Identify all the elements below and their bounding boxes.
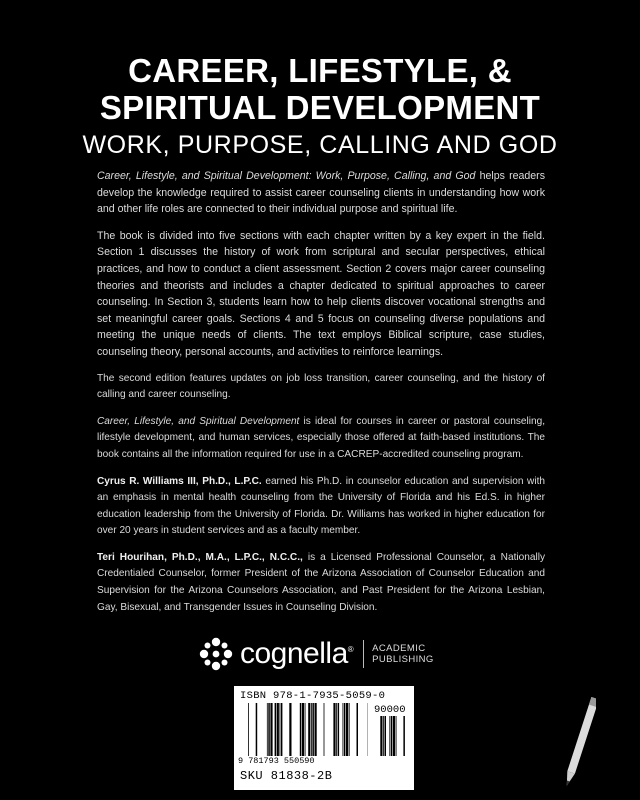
audience-title-italic: Career, Lifestyle, and Spiritual Development — [97, 415, 300, 427]
author-bio-hourihan — [97, 550, 545, 616]
book-title-line-2: SPIRITUAL DEVELOPMENT — [99, 89, 541, 126]
isbn-text: ISBN 978-1-7935-5059-0 — [240, 690, 386, 702]
author-name-williams: Cyrus R. Williams III, Ph.D., L.P.C. — [97, 475, 262, 487]
audience-paragraph — [97, 414, 545, 464]
barcode-addon — [374, 716, 410, 756]
publisher-name: cognella® — [240, 637, 354, 670]
cognella-mark-icon — [198, 636, 234, 672]
publisher-logo — [198, 634, 458, 674]
title-block — [0, 52, 640, 162]
sku-text: SKU 81838-2B — [240, 769, 333, 783]
barcode-box — [234, 686, 414, 790]
intro-title-italic: Career, Lifestyle, and Spiritual Development: Work, Purpose, Calling, and God — [97, 170, 476, 182]
publisher-imprint: ACADEMIC PUBLISHING — [372, 643, 434, 665]
author-text-williams: earned his Ph.D. in counselor education and supervision with an emphasis in mental health counseling from the University of Florida and his Ed.S. in higher education leadership from the University of Florida. Dr. Williams has worked in higher education for over 20 years in student services and as a faculty member. — [97, 475, 546, 537]
author-bio-williams — [97, 474, 545, 540]
pencil-icon — [566, 688, 596, 796]
book-title-line-1: CAREER, LIFESTYLE, & — [128, 52, 512, 89]
logo-divider — [363, 640, 364, 668]
barcode-digits: 9 781793 550590 — [238, 756, 315, 766]
description-text — [97, 168, 545, 626]
author-text-hourihan: is a Licensed Professional Counselor, a Nationally Credentialed Counselor, former President of the Arizona Association of Counselor Education and Supervision for the Arizona Counselors Association, and Past President for the Arizona Lesbian, Gay, Bisexual, and Transgender Issues in Counseling Division. — [97, 551, 545, 613]
book-subtitle: WORK, PURPOSE, CALLING AND GOD — [82, 131, 558, 159]
edition-paragraph: The second edition features updates on job loss transition, career counseling, and the history of calling and career counseling. — [97, 372, 545, 401]
price-code: 90000 — [374, 704, 406, 716]
author-name-hourihan: Teri Hourihan, Ph.D., M.A., L.P.C., N.C.C., — [97, 551, 303, 563]
audience-text: is ideal for courses in career or pastoral counseling, lifestyle development, and human services, especially those offered at faith-based institutions. The book contains all the information required for use in a CACREP-accredited counseling program. — [97, 415, 545, 460]
sections-paragraph: The book is divided into five sections with each chapter written by a key expert in the field. Section 1 discusses the history of work from scriptural and secular perspectives, ethical practices, and how to conduct a client assessment. Section 2 covers major career counseling theories and theorists and includes a chapter dedicated to spiritual approaches to career counseling. In Section 3, students learn how to help clients discover vocational strengths and set meaningful career goals. Sections 4 and 5 focus on counseling diverse populations and meeting the unique needs of clients. The text employs Biblical scripture, case studies, counseling theory, personal accounts, and activities to reinforce learnings. — [97, 229, 545, 358]
barcode-main — [248, 703, 368, 756]
intro-text: helps readers develop the knowledge required to assist career counseling clients in understanding how work and other life roles are connected to their individual purpose and spiritual life. — [97, 170, 545, 216]
intro-paragraph — [97, 168, 545, 218]
